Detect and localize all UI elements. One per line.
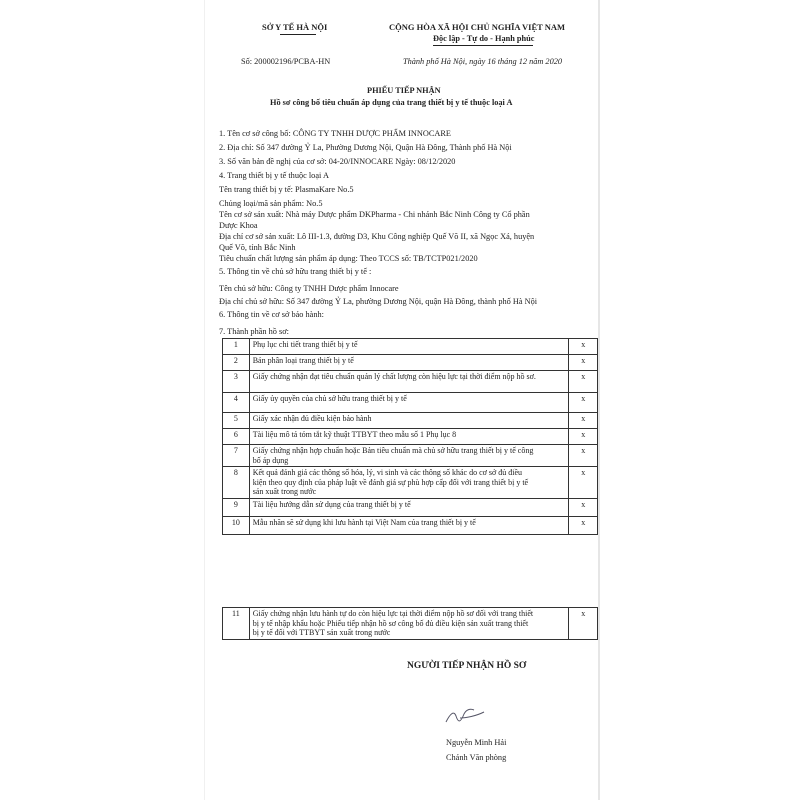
row-description-line: Giấy xác nhận đủ điều kiện bảo hành	[252, 414, 372, 423]
row-mark: x	[569, 355, 598, 371]
row-number: 1	[223, 339, 250, 355]
row-description-line: bị y tế đối với TTBYT sản xuất trong nước	[252, 628, 391, 637]
body-line: Chủng loại/mã sản phẩm: No.5	[219, 199, 323, 208]
row-description-line: Giấy chứng nhận lưu hành tự do còn hiệu lực tại thời điểm nộp hồ sơ đối với trang thiết	[252, 609, 534, 618]
signer-name: Nguyễn Minh Hải	[446, 738, 507, 747]
row-description-line: Bản phân loại trang thiết bị y tế	[252, 356, 354, 365]
row-number: 4	[223, 393, 250, 413]
row-description	[249, 467, 569, 499]
table-row	[223, 371, 598, 393]
body-line: Địa chỉ chủ sở hữu: Số 347 đường Ỷ La, phường Dương Nội, quận Hà Đông, thành phố Hà Nội	[219, 297, 538, 306]
row-mark: x	[569, 499, 598, 517]
place-date: Thành phố Hà Nội, ngày 16 tháng 12 năm 2020	[403, 57, 563, 66]
motto-underline	[433, 45, 533, 46]
row-number: 9	[223, 499, 250, 517]
page-edge-right	[598, 0, 600, 800]
body-line: Tên chủ sở hữu: Công ty TNHH Dược phẩm Innocare	[219, 284, 399, 293]
doc-number: Số: 200002196/PCBA-HN	[241, 57, 331, 66]
row-mark: x	[569, 393, 598, 413]
table-row	[223, 467, 598, 499]
row-number: 8	[223, 467, 250, 499]
handwritten-signature	[440, 700, 490, 730]
row-description	[249, 413, 569, 429]
left-org: SỞ Y TẾ HÀ NỘI	[262, 22, 328, 32]
row-mark: x	[569, 339, 598, 355]
table-row	[223, 413, 598, 429]
table-row	[223, 517, 598, 535]
doc-subtitle: Hồ sơ công bố tiêu chuẩn áp dụng của trang thiết bị y tế thuộc loại A	[270, 98, 513, 107]
row-description-line: Tài liệu hướng dẫn sử dụng của trang thiết bị y tế	[252, 500, 411, 509]
table-row	[223, 499, 598, 517]
row-number: 10	[223, 517, 250, 535]
table-row	[223, 339, 598, 355]
row-mark: x	[569, 371, 598, 393]
components-table-continued	[222, 607, 598, 640]
body-line: Tiêu chuẩn chất lượng sản phẩm áp dụng: Theo TCCS số: TB/TCTP021/2020	[219, 254, 478, 263]
motto: Độc lập - Tự do - Hạnh phúc	[433, 34, 535, 43]
row-description-line: Giấy chứng nhận hợp chuẩn hoặc Bản tiêu chuẩn mà chủ sở hữu trang thiết bị y tế công	[252, 446, 534, 455]
signer-position: Chánh Văn phòng	[446, 753, 507, 762]
table-row	[223, 393, 598, 413]
row-description-line: Giấy ủy quyền của chủ sở hữu trang thiết bị y tế	[252, 394, 407, 403]
body-line: Tên trang thiết bị y tế: PlasmaKare No.5	[219, 185, 354, 194]
table-row	[223, 355, 598, 371]
row-description-line: kiện theo quy định của pháp luật về đánh giá sự phù hợp cấp đối với trang thiết bị y tế	[252, 477, 529, 487]
page-edge-left	[204, 0, 205, 800]
signature-heading: NGƯỜI TIẾP NHẬN HỒ SƠ	[407, 661, 527, 671]
body-line: Dược Khoa	[219, 221, 258, 230]
table-row	[223, 608, 598, 640]
row-description-line: sản xuất trong nước	[252, 487, 317, 496]
row-mark: x	[569, 467, 598, 499]
body-line: 2. Địa chỉ: Số 347 đường Ỷ La, Phường Dương Nội, Quận Hà Đông, Thành phố Hà Nội	[219, 143, 512, 152]
row-description-line: Tài liệu mô tả tóm tắt kỹ thuật TTBYT theo mẫu số 1 Phụ lục 8	[252, 430, 457, 439]
body-line: 7. Thành phần hồ sơ:	[219, 327, 289, 336]
row-description	[249, 393, 569, 413]
row-mark: x	[569, 517, 598, 535]
body-line: Quế Võ, tỉnh Bắc Ninh	[219, 243, 296, 252]
row-number: 2	[223, 355, 250, 371]
body-line: 1. Tên cơ sở công bố: CÔNG TY TNHH DƯỢC PHẨM INNOCARE	[219, 129, 452, 138]
table-row	[223, 445, 598, 467]
table-row	[223, 429, 598, 445]
row-description-line: Giấy chứng nhận đạt tiêu chuẩn quản lý chất lượng còn hiệu lực tại thời điểm nộp hồ sơ.	[252, 372, 536, 381]
body-line: Địa chỉ cơ sở sản xuất: Lô III-1.3, đường D3, Khu Công nghiệp Quế Võ II, xã Ngọc Xá, huyện	[219, 232, 535, 241]
row-description-line: Phụ lục chi tiết trang thiết bị y tế	[252, 340, 358, 349]
row-description	[249, 429, 569, 445]
row-description	[249, 499, 569, 517]
row-number: 11	[223, 608, 250, 640]
row-mark: x	[569, 445, 598, 467]
nation-title: CỘNG HÒA XÃ HỘI CHỦ NGHĨA VIỆT NAM	[389, 22, 566, 32]
row-description	[249, 371, 569, 393]
body-line: 5. Thông tin về chủ sở hữu trang thiết bị y tế :	[219, 267, 372, 276]
row-description-line: bị y tế nhập khẩu hoặc Phiếu tiếp nhận hồ sơ công bố đủ điều kiện sản xuất trang thiết	[252, 618, 529, 628]
row-description-line: Mẫu nhãn sẽ sử dụng khi lưu hành tại Việt Nam của trang thiết bị y tế	[252, 518, 476, 527]
row-description	[249, 517, 569, 535]
row-mark: x	[569, 429, 598, 445]
row-number: 7	[223, 445, 250, 467]
row-mark: x	[569, 608, 598, 640]
row-description	[249, 608, 569, 640]
doc-title: PHIẾU TIẾP NHẬN	[367, 86, 441, 95]
row-description	[249, 355, 569, 371]
row-number: 5	[223, 413, 250, 429]
body-line: 4. Trang thiết bị y tế thuộc loại A	[219, 171, 329, 180]
row-mark: x	[569, 413, 598, 429]
row-description-line: Kết quả đánh giá các thông số hóa, lý, vi sinh và các thông số khác do cơ sở đủ điều	[252, 468, 522, 477]
row-description	[249, 339, 569, 355]
row-description	[249, 445, 569, 467]
body-line: Tên cơ sở sản xuất: Nhà máy Dược phẩm DKPharma - Chi nhánh Bắc Ninh Công ty Cổ phần	[219, 210, 530, 219]
row-description-line: bố áp dụng	[252, 455, 289, 465]
body-line: 3. Số văn bản đề nghị của cơ sở: 04-20/INNOCARE Ngày: 08/12/2020	[219, 157, 456, 166]
row-number: 3	[223, 371, 250, 393]
components-table	[222, 338, 598, 535]
row-number: 6	[223, 429, 250, 445]
left-org-underline	[280, 34, 316, 35]
body-line: 6. Thông tin về cơ sở bảo hành:	[219, 310, 324, 319]
